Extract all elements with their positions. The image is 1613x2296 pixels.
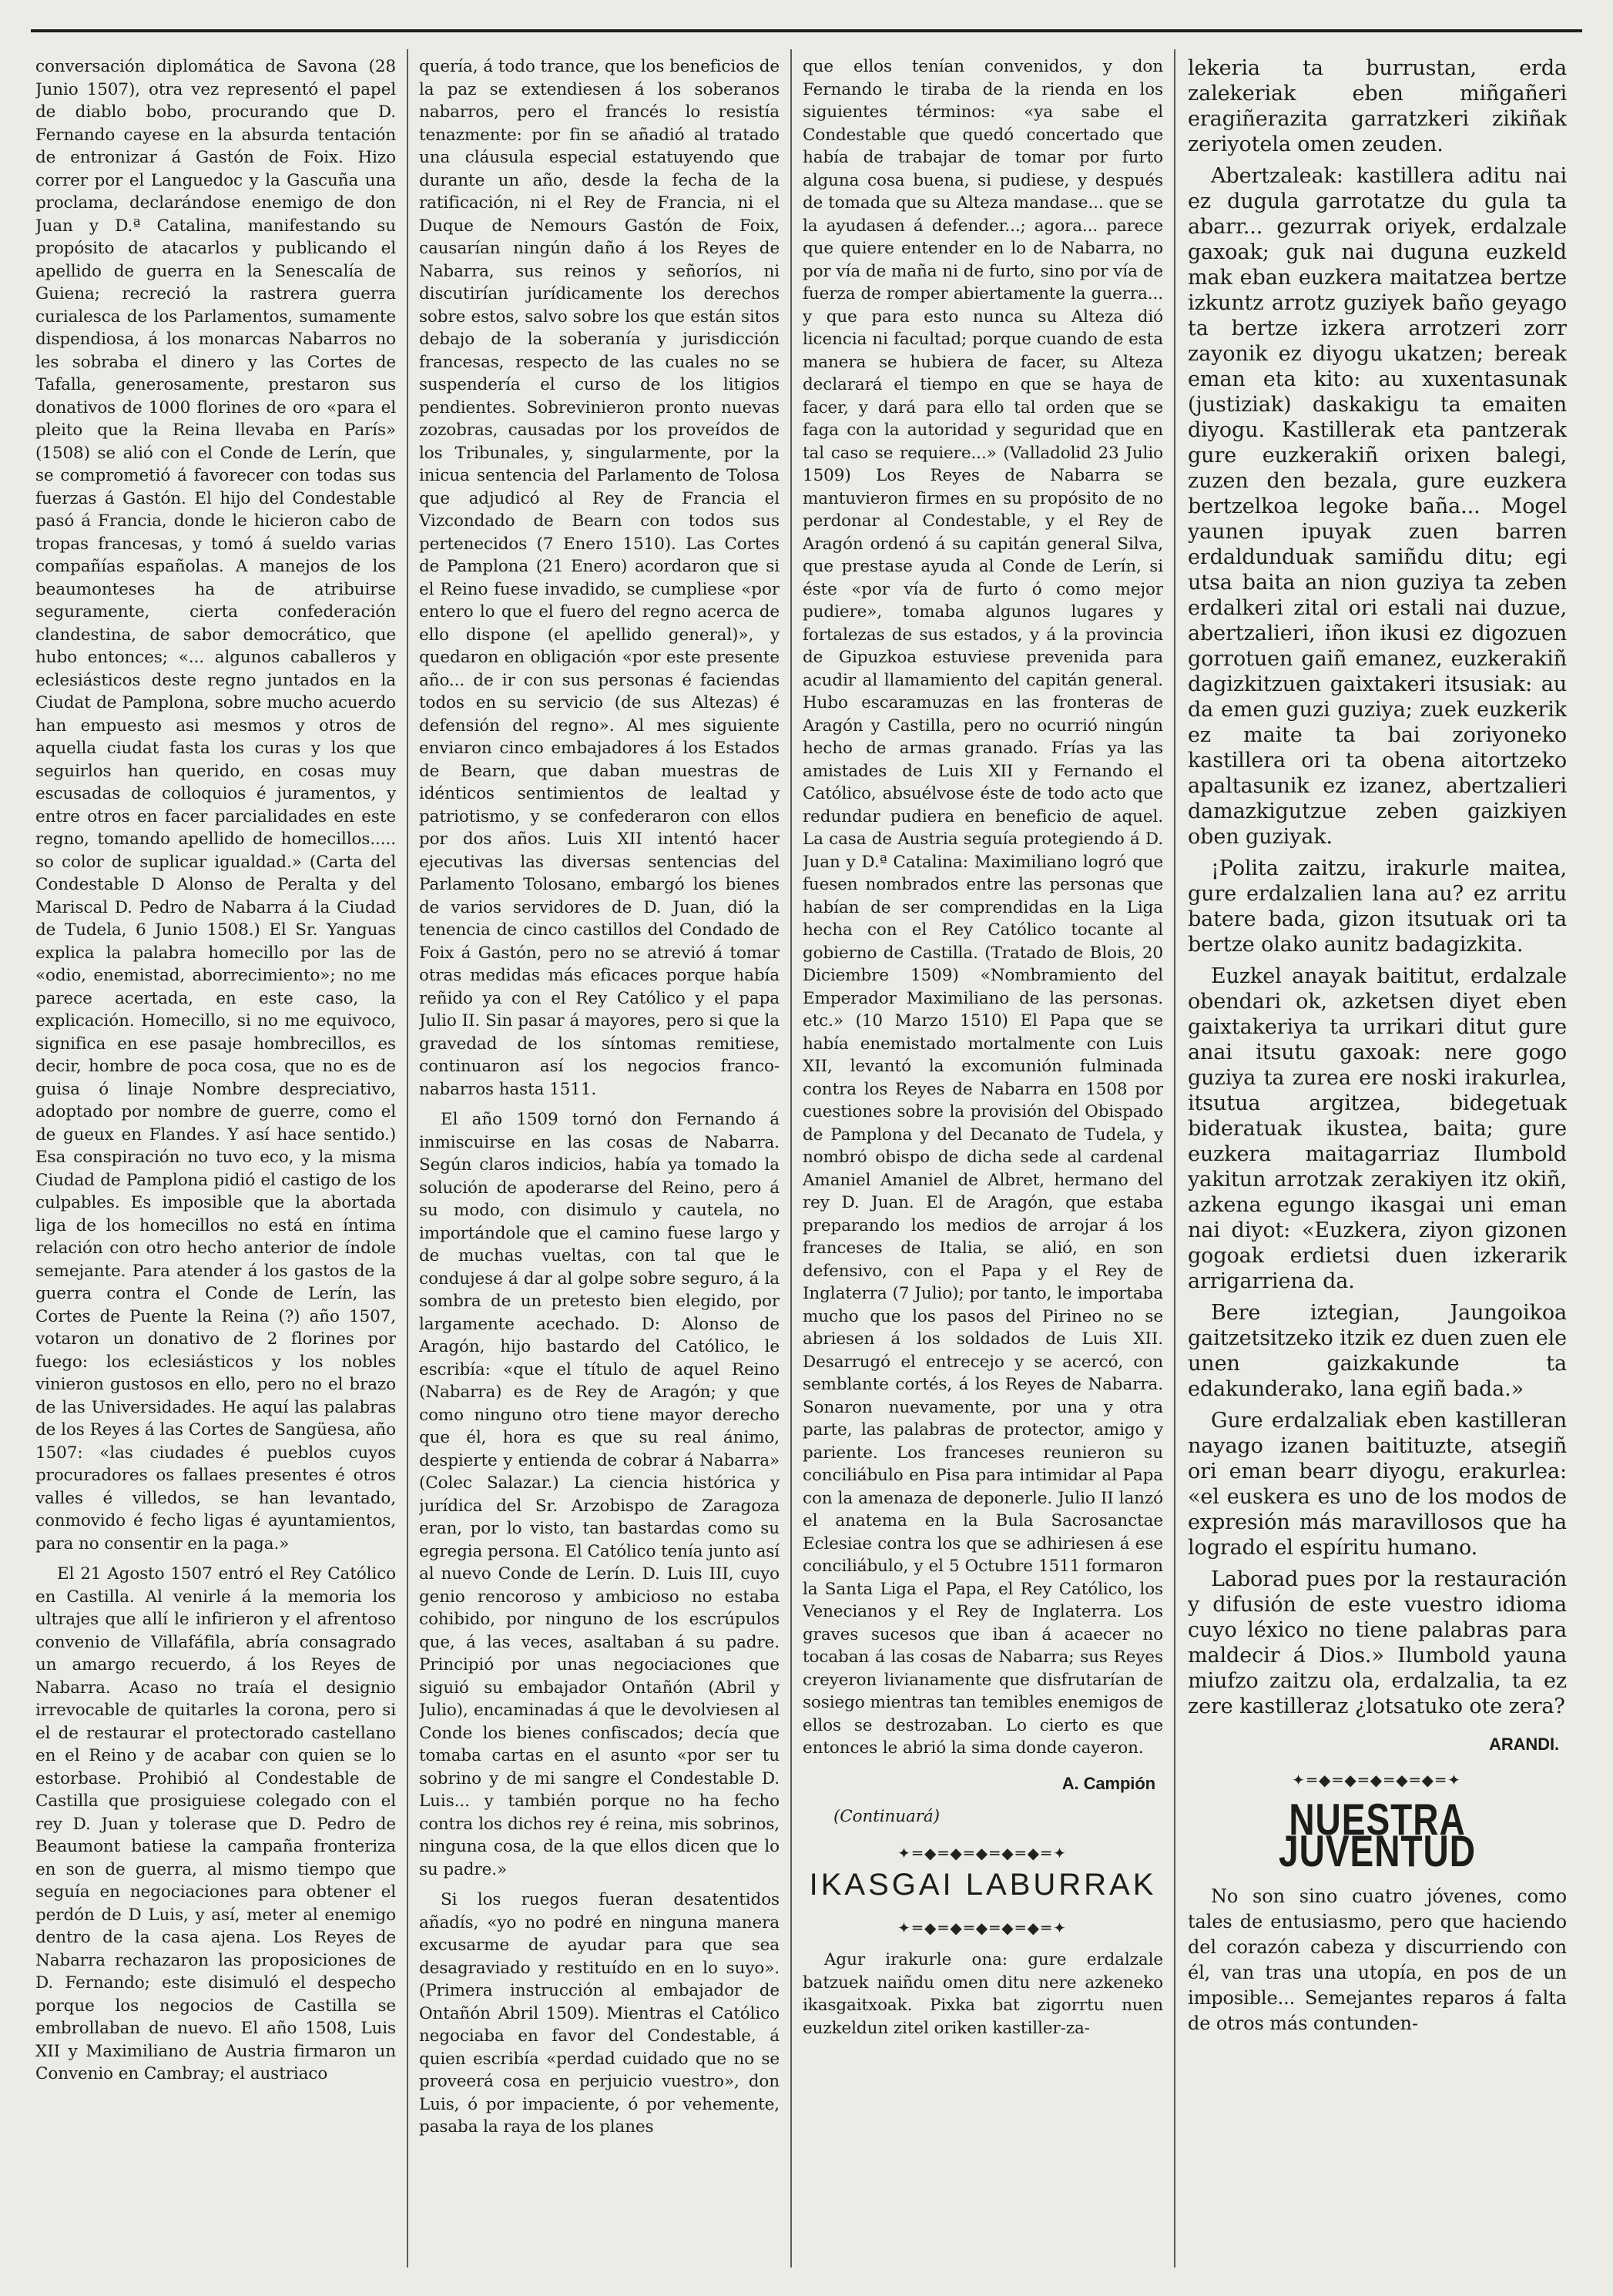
ornament-divider: ✦═◆═◆═◆═◆═◆═✦ xyxy=(1292,1771,1463,1789)
paragraph: Euzkel anayak baititut, erdalzale obendari ok, azketsen diyet eben gaixtakeriya ta urrikari ditut gure anai itsutu gaxoak: nere gogo guziya ta zurea ere noski irakurlea, itsutua argitzea, bidegetuak bideratuak ikustea, baita; gure euzkera maitagarriaz Ilumbold yakitun arrotzak zerakiyen itz okiñ, azkena egungo ikasgai uni eman nai diyot: «Euzkera, ziyon gizonen gogoak erdietsi duen izkerarik arrigarriena da. xyxy=(1188,964,1567,1293)
section-title-ikasgai: IKASGAI LABURRAK xyxy=(809,1868,1157,1902)
ornament-divider: ✦═◆═◆═◆═◆═◆═✦ xyxy=(897,1843,1068,1862)
continued-note: (Continuará) xyxy=(833,1807,940,1826)
paragraph: conversación diplomática de Savona (28 Junio 1507), otra vez representó el papel de diablo bobo, procurando que D. Fernando cayese en la absurda tentación de entronizar á Gastón de Foix. Hizo correr por el Languedoc y la Gascuña una proclama, declarándose enemigo de don Juan y D.ª Catalina, manifestando su propósito de atacarlos y publicando el apellido de guerra en la Senescalía de Guiena; recreció la rastrera guerra curialesca de los Parlamentos, sumamente dispendiosa, á los monarcas Nabarros no les sobraba el dinero y las Cortes de Tafalla, generosamente, prestaron sus donativos de 1000 florines de oro «para el pleito que la Reina llevaba en París» (1508) se alió con el Conde de Lerín, que se comprometió á favorecer con todas sus fuerzas á Gastón. El hijo del Condestable pasó á Francia, donde le hicieron cabo de tropas francesas, y tomó á sueldo varias compañías españolas. A manejos de los beaumonteses ha de atribuirse seguramente, cierta confederación clandestina, de sabor democrático, que hubo entonces; «... algunos caballeros y eclesiásticos deste regno juntados en la Ciudat de Pamplona, sobre mucho acuerdo han empuesto asi mesmos y otros de aquella ciudat fasta los curas y los que seguirlos han querido, en cosas muy escusadas de colloquios é juramentos, y entre otros en facer parcialidades en este regno, tomando apellido de homecillos..... so color de suplicar igualdad.» (Carta del Condestable D Alonso de Peralta y del Mariscal D. Pedro de Nabarra á la Ciudad de Tudela, 6 Junio 1508.) El Sr. Yanguas explica la palabra homecillo por las de «odio, enemistad, aborrecimiento»; no me parece acertada, en este caso, la explicación. Homecillo, si no me equivoco, significa en ese pasaje hombrecillos, es decir, hombre de poca cosa, que no es de guisa ó linaje Nombre despreciativo, adoptado por nombre de guerre, como el de gueux en Flandes. Y así hace sentido.) Esa conspiración no tuvo eco, y la misma Ciudad de Pamplona pidió el castigo de los culpables. Es imposible que la abortada liga de los homecillos no está en íntima relación con otro hecho anterior de índole semejante. Para atender á los gastos de la guerra contra el Conde de Lerín, las Cortes de Puente la Reina (?) año 1507, votaron un donativo de 2 florines por fuego: los eclesiásticos y los nobles vinieron gustosos en ello, pero no el brazo de las Universidades. He aquí las palabras de los Reyes á las Cortes de Sangüesa, año 1507: «las ciudades é pueblos cuyos procuradores os fallaes presentes é otros valles é villedos, se han levantado, conmovido é fecho ligas é ayuntamientos, para no consentir en la paga.» xyxy=(35,57,396,1554)
paragraph: El año 1509 tornó don Fernando á inmiscuirse en las cosas de Nabarra. Según claros indicios, había ya tomado la solución de apoderarse del Reino, pero á su modo, con disimulo y cautela, no importándole que el camino fuese largo y de muchas vueltas, con tal que le condujese á dar al golpe sobre seguro, á la sombra de un pretesto bien elegido, por largamente acechado. D: Alonso de Aragón, hijo bastardo del Católico, le escribía: «que el título de aquel Reino (Nabarra) es de Rey de Aragón; y que como ninguno otro tiene mayor derecho que él, hora es que su real ánimo, despierte y entienda de cobrar á Nabarra» (Colec Salazar.) La ciencia histórica y jurídica del Sr. Arzobispo de Zaragoza eran, por lo visto, tan bastardas como su egregia persona. El Católico tenía junto así al nuevo Conde de Lerín. D. Luis III, cuyo genio rencoroso y ambicioso no estaba cohibido, por ninguno de los escrúpulos que, á las veces, asaltaban á su padre. Principió por unas negociaciones que siguió su embajador Ontañón (Abril y Julio), encaminadas á que le devolviesen al Conde los bienes confiscados; decía que tomaba cartas en el asunto «por ser tu sobrino y de mi sangre el Condestable D. Luis... y también porque no ha fecho contra los dichos rey é reina, mis sobrinos, ninguna cosa, de la que ellos dicen que lo su padre.» xyxy=(419,1110,780,1879)
section-title-juventud: NUESTRA JUVENTUD xyxy=(1279,1794,1476,1876)
paragraph: Bere iztegian, Jaungoikoa gaitzetsitzeko itzik ez duen zuen ele unen gaizkakunde ta edakunderako, lana egiñ bada.» xyxy=(1188,1301,1567,1401)
paragraph: lekeria ta burrustan, erda zalekeriak eben miñgañeri eragiñerazita garratzkeri zikiñak zeriyotela omen zeuden. xyxy=(1188,56,1567,156)
paragraph: ¡Polita zaitzu, irakurle maitea, gure erdalzalien lana au? ez arritu batere bada, gizon itsutuak ori ta bertze olako aunitz badagizkita. xyxy=(1188,856,1567,957)
paragraph: quería, á todo trance, que los beneficios de la paz se extendiesen á los soberanos nabarros, pero el francés lo resistía tenazmente: por fin se añadió al tratado una cláusula especial estatuyendo que durante un año, desde la fecha de la ratificación, ni el Rey de Francia, ni el Duque de Nemours Gastón de Foix, causarían ningún daño á los Reyes de Nabarra, sus reinos y señoríos, ni discutirían jurídicamente los derechos sobre estos, salvo sobre los que están sitos debajo de la soberanía y jurisdicción francesas, respecto de las cuales no se suspendería el curso de los litigios pendientes. Sobrevinieron pronto nuevas zozobras, causadas por los proveídos de los Tribunales, y, singularmente, por la inicua sentencia del Parlamento de Tolosa que adjudicó al Rey de Francia el Vizcondado de Bearn con todos sus pertenecidos (7 Enero 1510). Las Cortes de Pamplona (21 Enero) acordaron que si el Reino fuese invadido, se cumpliese «por entero lo que el fuero del regno acerca de ello dispone (el apellido general)», y quedaron en obligación «por este presente año... de ir con sus personas é faciendas todos en su servicio (de sus Altezas) é defensión del regno». Al mes siguiente enviaron cinco embajadores á los Estados de Bearn, que daban muestras de idénticos sentimientos de lealtad y patriotismo, y se confederaron con ellos por dos años. Luis XII intentó hacer ejecutivas las diversas sentencias del Parlamento Tolosano, embargó los bienes de varios servidores de D. Juan, dió la tenencia de cinco castillos del Condado de Foix á Gastón, pero no se atrevió á tomar otras medidas más eficaces porque había reñido ya con el Rey Católico y el papa Julio II. Sin pasar á mayores, pero si que la gravedad de los síntomas remitiese, continuaron así los negocios franco-nabarros hasta 1511. xyxy=(419,57,780,1099)
author-signature: A. Campión xyxy=(1061,1773,1155,1793)
paragraph: Abertzaleak: kastillera aditu nai ez dugula garrotatze du gula ta abarr... gezurrak oriyek, erdalzale gaxoak; guk nai duguna euzkeld mak eban euzkera maitatzea bertze izkuntz arrotz guziyek baño geyago ta bertze izkera arrotzeri zorr zayonik ez diyogu ukatzen; bereak eman eta kito: au xuxentasunak (justiziak) daskakigu ta emaiten diyogu. Kastillerak eta pantzerak gure euzkerakiñ orixen balegi, zuzen den bezala, gure euzkera bertzelkoa legoke baña... Mogel yaunen ipuyak zuen barren erdaldunduak samiñdu ditu; egi utsa baita an nion guziya ta zeben erdalkeri zital ori estali nai duzue, abertzalieri, iñon ikusi ez digozuen gorrotuen gaiñ emanez, euzkerakiñ dagizkitzuen gaixtakeri itsusiak: au da emen guzi guziya; zuek euzkerik ez maite ta bai zoriyoneko kastillera ori ta obena aitortzeko apaltasunik ez izanez, abertzalieri damazkigutzue zeben gaizkiyen oben guziyak. xyxy=(1188,164,1567,849)
ornament-divider: ✦═◆═◆═◆═◆═◆═✦ xyxy=(897,1918,1068,1937)
column-1 xyxy=(35,55,396,2258)
paragraph: que ellos tenían convenidos, y don Fernando le tiraba de la rienda en los siguientes términos: «ya sabe el Condestable que quedó concertado que había de trabajar de tomar por furto alguna cosa buena, si pudiese, y después de tomada que su Alteza mandase... que se la ayudasen á defender...; agora... parece que quiere entender en lo de Nabarra, no por vía de maña ni de furto, sino por vía de fuerza de romper abiertamente la guerra... y que para esto nunca su Alteza dió licencia ni facultad; porque cuando de esta manera se hubiera de facer, su Alteza declarará el tiempo en que se haya de facer, y dará para ello tal orden que se faga con la autoridad y seguridad que en tal caso se requiere...» (Valladolid 23 Julio 1509) Los Reyes de Nabarra se mantuvieron firmes en su propósito de no perdonar al Condestable, y el Rey de Aragón ordenó á su capitán general Silva, que prestase ayuda al Conde de Lerín, si éste «por vía de furto ó como mejor pudiere», tomaba algunos lugares y fortalezas de sus estados, y á la provincia de Gipuzkoa estuviese prevenida para acudir al llamamiento del capitán general. Hubo escaramuzas en las fronteras de Aragón y Castilla, pero no ocurrió ningún hecho de armas granado. Frías ya las amistades de Luis XII y Fernando el Católico, absuélvose éste de todo acto que redundar pudiera en beneficio de aquel. La casa de Austria seguía protegiendo á D. Juan y D.ª Catalina: Maximiliano logró que fuesen nombrados entre las personas que habían de ser comprendidas en la Liga hecha con el Rey Católico tocante al gobierno de Castilla. (Tratado de Blois, 20 Diciembre 1509) «Nombramiento del Emperador Maximiliano de las personas. etc.» (10 Marzo 1510) El Papa que se había enemistado mortalmente con Luis XII, levantó la excomunión fulminada contra los Reyes de Nabarra en 1508 por cuestiones sobre la provisión del Obispado de Pamplona y del Decanato de Tudela, y nombró obispo de dicha sede al cardenal Amaniel Amaniel de Albret, hermano del rey D. Juan. El de Aragón, que estaba preparando los medios de arrojar á los franceses de Italia, se alió, en son defensivo, con el Papa y el Rey de Inglaterra (7 Julio); por tanto, le importaba mucho que los pasos del Pirineo no se abriesen á los soldados de Luis XII. Desarrugó el entrecejo y se acercó, con semblante cortés, á los Reyes de Nabarra. Sonaron nuevamente, por una y otra parte, las palabras de protector, amigo y pariente. Los franceses reunieron su conciliábulo en Pisa para intimidar al Papa con la amenaza de deponerle. Julio II lanzó el anatema en la Bula Sacrosanctae Eclesiae contra los que se adhiriesen á ese conciliábulo, y el 5 Octubre 1511 formaron la Santa Liga el Papa, el Rey Católico, los Venecianos y el Rey de Inglaterra. Los graves sucesos que iban á acaecer no tocaban á las cosas de Nabarra; sus Reyes creyeron livianamente que disfrutarían de sosiego mientras tan temibles enemigos de ellos se destrozaban. Lo cierto es que entonces le abrió la sima donde cayeron. xyxy=(803,57,1163,1758)
column-2 xyxy=(419,55,780,2258)
paragraph: No son sino cuatro jóvenes, como tales de entusiasmo, pero que haciendo del corazón cabeza y discurriendo con él, van tras una utopía, en pos de un imposible... Semejantes reparos á falta de otros más contunden- xyxy=(1188,1885,1567,2034)
top-rule xyxy=(31,29,1582,32)
paragraph: Laborad pues por la restauración y difusión de este vuestro idioma cuyo léxico no tiene palabras para maldecir á Dios.» Ilumbold yauna miufzo zaitzu ola, erdalzalia, ta ez zere kastilleraz ¿lotsatuko ote zera? xyxy=(1188,1567,1567,1718)
paragraph: Gure erdalzaliak eben kastilleran nayago izanen baitituzte, atsegiñ ori eman bearr diyogu, erakurlea: «el euskera es uno de los modos de expresión más maravillosos que ha logrado el espíritu humano. xyxy=(1188,1409,1567,1560)
column-rule xyxy=(1174,49,1175,2268)
paragraph: Si los ruegos fueran desatentidos añadís, «yo no podré en ninguna manera excusarme de ayudar para que sea desagraviado y restituído en en lo suyo». (Primera instrucción al embajador de Ontañón Abril 1509). Mientras el Católico negociaba en favor del Condestable, á quien escribía «perdad cuidado que no se proveerá cosa en perjuicio vuestro», don Luis, ó por impaciente, ó por vehemente, pasaba la raya de los planes xyxy=(419,1890,780,2137)
author-signature: ARANDI. xyxy=(1489,1735,1559,1754)
paragraph: El 21 Agosto 1507 entró el Rey Católico en Castilla. Al venirle á la memoria los ultrajes que allí le infirieron y el afrentoso convenio de Villafáfila, abría consagrado un amargo recuerdo, á los Reyes de Nabarra. Acaso no traía el designio irrevocable de quitarles la corona, pero si el de restaurar el protectorado castellano en el Reino y de acabar con quien se lo estorbase. Prohibió al Condestable de Castilla que prosiguiese colegado con el rey D. Juan y tolerase que D. Pedro de Beaumont batiese la campaña fronteriza en son de guerra, al mismo tiempo que seguía en negociaciones para obtener el perdón de D Luis, y así, meter al enemigo dentro de la casa ajena. Los Reyes de Nabarra rechazaron las proposiciones de D. Fernando; este disimuló el despecho porque los negocios de Castilla se embrollaban de nuevo. El año 1508, Luis XII y Maximiliano de Austria firmaron un Convenio en Cambray; el austriaco xyxy=(35,1564,396,2083)
column-rule xyxy=(790,49,792,2268)
column-3 xyxy=(803,55,1163,2258)
paragraph: Agur irakurle ona: gure erdalzale batzuek naiñdu omen ditu nere azkeneko ikasgaitxoak. Pixka bat zigorrtu nuen euzkeldun zitel oriken kastiller-za- xyxy=(803,1950,1163,2038)
column-rule xyxy=(407,49,408,2268)
column-4 xyxy=(1188,55,1567,2258)
